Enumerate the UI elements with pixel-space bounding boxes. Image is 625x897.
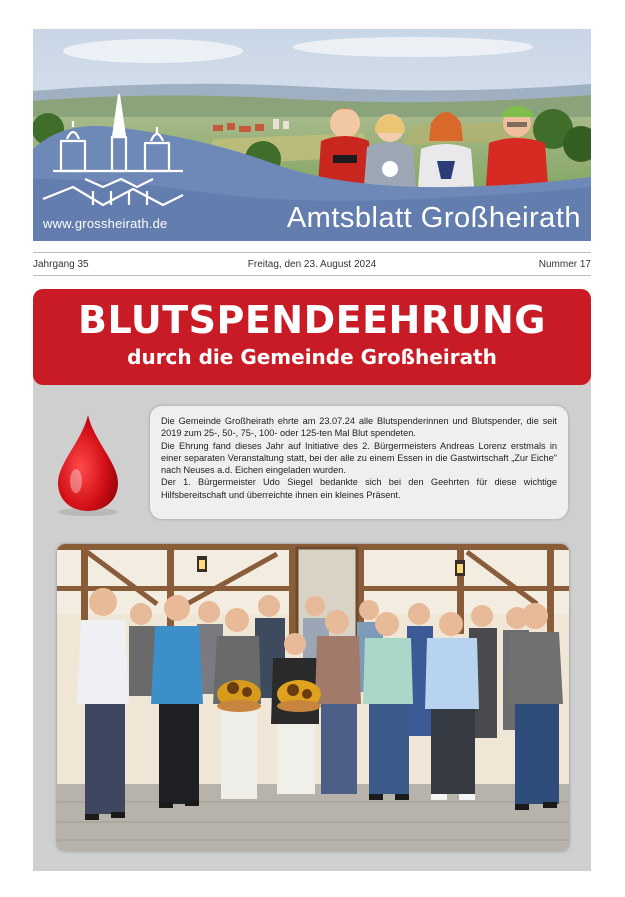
volume-label: Jahrgang 35 (33, 259, 89, 270)
headline-banner (33, 289, 591, 385)
article-panel (33, 289, 591, 871)
article-paragraph: Der 1. Bürgermeister Udo Siegel bedankte sich bei den Geehrten für diese wichtige Hilfsbereitschaft und überreichte ihnen ein kleines Präsent. (161, 477, 557, 500)
article-paragraph: Die Gemeinde Großheirath ehrte am 23.07.24 alle Blutspenderinnen und Blutspender, die seit 2019 zum 25-, 50-, 75-, 100- oder 125-ten Mal Blut spendeten. (161, 416, 557, 439)
article-headline: BLUTSPENDEEHRUNG (78, 298, 546, 342)
article-paragraph: Die Ehrung fand dieses Jahr auf Initiative des 2. Bürgermeisters Andreas Lorenz erstmals in einer separaten Veranstaltung statt, bei der alle zu einem Essen in die Gastwirtschaft „Zur Eiche" nach Neuses a.d. Eichen eingeladen wurden. (161, 440, 557, 476)
issue-info-bar (33, 252, 591, 276)
article-text-box (150, 406, 568, 519)
blood-drop-icon (52, 411, 124, 521)
group-photo-image (57, 544, 569, 851)
website-url[interactable]: www.grossheirath.de (43, 216, 168, 231)
publication-title: Amtsblatt Großheirath (286, 202, 581, 234)
masthead-banner (33, 29, 591, 241)
article-subheadline: durch die Gemeinde Großheirath (127, 345, 497, 369)
issue-date: Freitag, den 23. August 2024 (247, 259, 377, 270)
issue-number: Nummer 17 (538, 259, 591, 270)
group-photo (57, 544, 569, 851)
